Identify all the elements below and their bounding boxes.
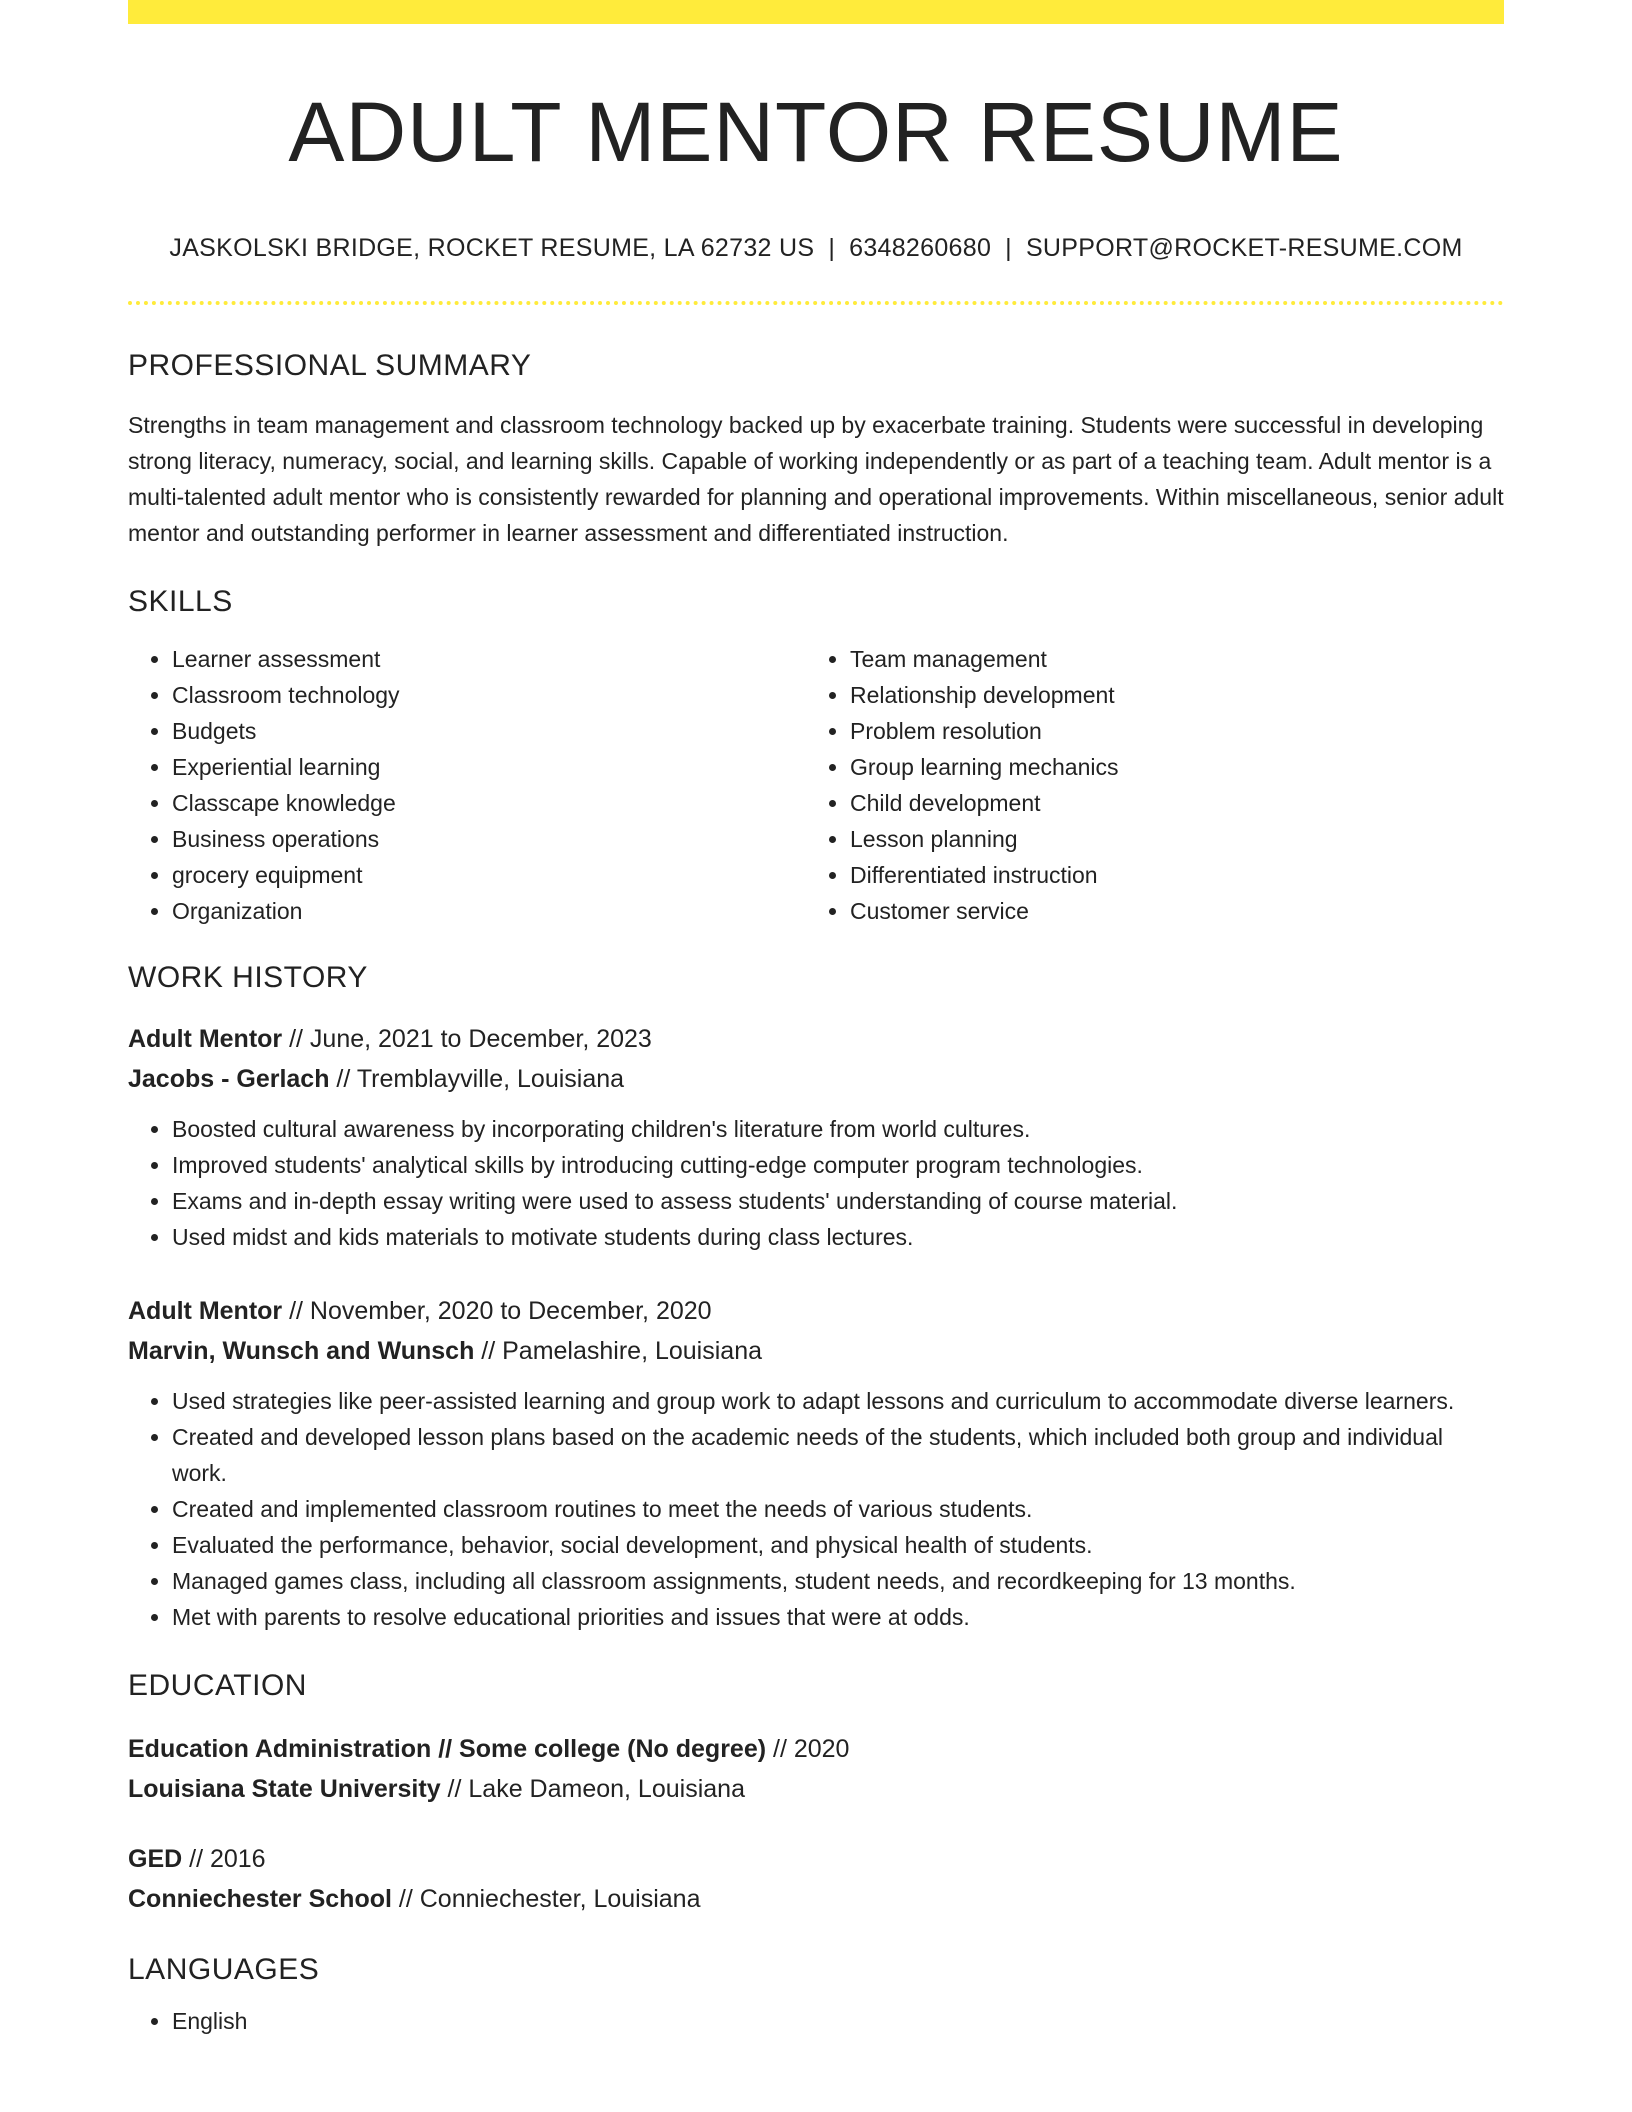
job-bullet: • Boosted cultural awareness by incorporating children's literature from world cultures. xyxy=(172,1111,1504,1147)
job-bullet: • Exams and in-depth essay writing were used to assess students' understanding of course material. xyxy=(172,1183,1504,1219)
top-accent-bar xyxy=(128,0,1504,24)
skill-item: • Organization xyxy=(172,893,806,929)
job-location: // Pamelashire, Louisiana xyxy=(474,1337,763,1366)
skill-item: • Relationship development xyxy=(850,677,1484,713)
job-role-line xyxy=(128,1019,1504,1059)
skill-item: • Team management xyxy=(850,641,1484,677)
resume-content xyxy=(128,0,1504,2039)
skills-list-left xyxy=(128,641,806,929)
language-item: • English xyxy=(172,2003,1504,2039)
contact-address: JASKOLSKI BRIDGE, ROCKET RESUME, LA 62732 US xyxy=(169,234,815,263)
education-school: Conniechester School xyxy=(128,1885,392,1914)
job-company: Marvin, Wunsch and Wunsch xyxy=(128,1337,475,1366)
education-degree: Education Administration // Some college (No degree) xyxy=(128,1735,767,1764)
skills-list-right xyxy=(806,641,1484,929)
job-bullet: • Evaluated the performance, behavior, social development, and physical health of students. xyxy=(172,1527,1504,1563)
education-school-line xyxy=(128,1769,1504,1809)
contact-phone: 6348260680 xyxy=(849,234,992,263)
skills-grid xyxy=(128,641,1504,929)
skill-item: • Budgets xyxy=(172,713,806,749)
job-bullet: • Met with parents to resolve educational priorities and issues that were at odds. xyxy=(172,1599,1504,1635)
summary-heading: PROFESSIONAL SUMMARY xyxy=(128,349,532,383)
education-degree: GED xyxy=(128,1845,183,1874)
education-entry xyxy=(128,1839,1504,1919)
work-history-heading: WORK HISTORY xyxy=(128,961,368,995)
job-company: Jacobs - Gerlach xyxy=(128,1065,330,1094)
job-bullet: • Improved students' analytical skills by introducing cutting-edge computer program technologies. xyxy=(172,1147,1504,1183)
skill-item: • Group learning mechanics xyxy=(850,749,1484,785)
education-year: // 2016 xyxy=(182,1845,266,1874)
education-degree-line xyxy=(128,1729,1504,1769)
header-divider xyxy=(128,301,1504,305)
job-role: Adult Mentor xyxy=(128,1297,283,1326)
job-location: // Tremblayville, Louisiana xyxy=(329,1065,625,1094)
education-location: // Lake Dameon, Louisiana xyxy=(440,1775,745,1804)
skill-item: • Business operations xyxy=(172,821,806,857)
skill-item: • Lesson planning xyxy=(850,821,1484,857)
education-location: // Conniechester, Louisiana xyxy=(391,1885,701,1914)
contact-email[interactable]: SUPPORT@ROCKET-RESUME.COM xyxy=(1025,234,1463,263)
job-bullet: • Used midst and kids materials to motivate students during class lectures. xyxy=(172,1219,1504,1255)
job-bullets xyxy=(128,1383,1504,1635)
skill-item: • Customer service xyxy=(850,893,1484,929)
education-heading: EDUCATION xyxy=(128,1669,307,1703)
job-bullet: • Created and developed lesson plans based on the academic needs of the students, which included both group and individual work. xyxy=(172,1419,1504,1491)
skill-item: • Classcape knowledge xyxy=(172,785,806,821)
languages-heading: LANGUAGES xyxy=(128,1953,320,1987)
job-dates: // November, 2020 to December, 2020 xyxy=(282,1297,712,1326)
job-bullet: • Created and implemented classroom routines to meet the needs of various students. xyxy=(172,1491,1504,1527)
job-company-line xyxy=(128,1059,1504,1099)
skill-item: • Experiential learning xyxy=(172,749,806,785)
education-entry xyxy=(128,1729,1504,1809)
job-bullets xyxy=(128,1111,1504,1255)
job-role-line xyxy=(128,1291,1504,1331)
contact-separator: | xyxy=(1005,234,1012,263)
skill-item: • grocery equipment xyxy=(172,857,806,893)
contact-separator: | xyxy=(828,234,836,263)
job-entry xyxy=(128,1019,1504,1255)
education-school-line xyxy=(128,1879,1504,1919)
job-dates: // June, 2021 to December, 2023 xyxy=(282,1025,652,1054)
job-company-line xyxy=(128,1331,1504,1371)
skill-item: • Problem resolution xyxy=(850,713,1484,749)
languages-list xyxy=(128,2003,1504,2039)
skill-item: • Child development xyxy=(850,785,1484,821)
job-bullet: • Managed games class, including all classroom assignments, student needs, and recordkeeping for 13 months. xyxy=(172,1563,1504,1599)
education-school: Louisiana State University xyxy=(128,1775,441,1804)
resume-title: ADULT MENTOR RESUME xyxy=(288,85,1344,179)
contact-line xyxy=(128,234,1504,263)
skill-item: • Classroom technology xyxy=(172,677,806,713)
education-year: // 2020 xyxy=(766,1735,850,1764)
skills-heading: SKILLS xyxy=(128,585,233,619)
job-bullet: • Used strategies like peer-assisted learning and group work to adapt lessons and curriculum to accommodate diverse learners. xyxy=(172,1383,1504,1419)
summary-text: Strengths in team management and classroom technology backed up by exacerbate training. Students were successful in developing strong literacy, numeracy, social, and learning skills. Capable of working independently or as part of a teaching team. Adult mentor is a multi-talented adult mentor who is consistently rewarded for planning and operational improvements. Within miscellaneous, senior adult mentor and outstanding performer in learner assessment and differentiated instruction. xyxy=(128,412,1504,547)
job-entry xyxy=(128,1291,1504,1635)
job-role: Adult Mentor xyxy=(128,1025,283,1054)
skill-item: • Learner assessment xyxy=(172,641,806,677)
skill-item: • Differentiated instruction xyxy=(850,857,1484,893)
education-degree-line xyxy=(128,1839,1504,1879)
